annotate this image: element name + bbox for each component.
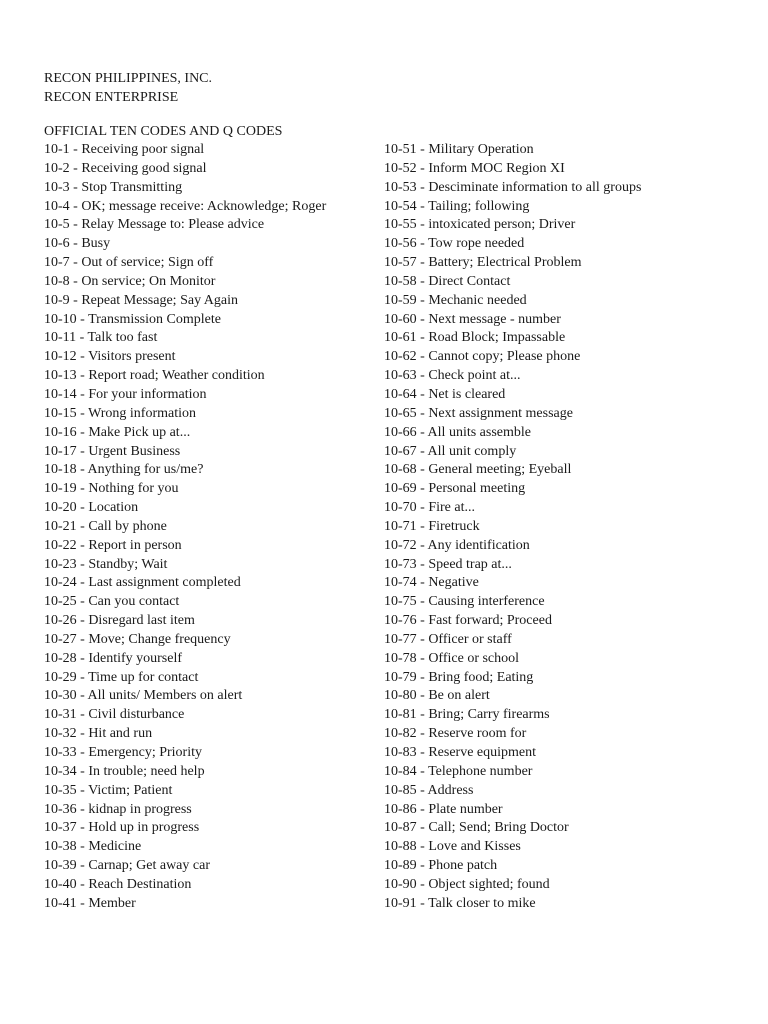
code-item: 10-39 - Carnap; Get away car [44, 858, 210, 874]
code-item: 10-34 - In trouble; need help [44, 763, 205, 779]
code-item: 10-15 - Wrong information [44, 405, 196, 421]
code-item: 10-11 - Talk too fast [44, 330, 158, 346]
code-item: 10-88 - Love and Kisses [384, 839, 521, 855]
code-item: 10-7 - Out of service; Sign off [44, 255, 214, 271]
code-item: 10-72 - Any identification [384, 537, 530, 553]
document-title: OFFICIAL TEN CODES AND Q CODES [44, 124, 283, 139]
codes-column-right [384, 141, 754, 914]
code-item: 10-5 - Relay Message to: Please advice [44, 217, 265, 233]
code-item: 10-63 - Check point at... [384, 368, 521, 384]
code-item: 10-23 - Standby; Wait [44, 556, 168, 572]
code-item: 10-27 - Move; Change frequency [44, 631, 231, 647]
code-item: 10-76 - Fast forward; Proceed [384, 613, 552, 629]
code-item: 10-85 - Address [384, 782, 474, 798]
code-item: 10-36 - kidnap in progress [44, 801, 192, 817]
code-item: 10-24 - Last assignment completed [44, 575, 241, 591]
code-item: 10-90 - Object sighted; found [384, 876, 550, 892]
code-item: 10-9 - Repeat Message; Say Again [44, 292, 239, 308]
code-item: 10-38 - Medicine [44, 839, 142, 855]
code-item: 10-82 - Reserve room for [384, 726, 527, 742]
code-item: 10-10 - Transmission Complete [44, 311, 221, 327]
code-item: 10-3 - Stop Transmitting [44, 179, 183, 195]
code-item: 10-12 - Visitors present [44, 349, 176, 365]
code-item: 10-65 - Next assignment message [384, 405, 573, 421]
code-item: 10-69 - Personal meeting [384, 481, 526, 497]
code-item: 10-31 - Civil disturbance [44, 707, 185, 723]
code-item: 10-32 - Hit and run [44, 726, 153, 742]
code-item: 10-58 - Direct Contact [384, 273, 511, 289]
code-item: 10-80 - Be on alert [384, 688, 490, 704]
code-item: 10-68 - General meeting; Eyeball [384, 462, 572, 478]
code-item: 10-89 - Phone patch [384, 858, 498, 874]
code-item: 10-18 - Anything for us/me? [44, 462, 204, 478]
code-item: 10-17 - Urgent Business [44, 443, 181, 459]
code-item: 10-20 - Location [44, 500, 139, 516]
code-item: 10-30 - All units/ Members on alert [44, 688, 243, 704]
code-item: 10-57 - Battery; Electrical Problem [384, 255, 582, 271]
code-item: 10-52 - Inform MOC Region XI [384, 160, 565, 176]
code-item: 10-70 - Fire at... [384, 500, 475, 516]
code-item: 10-53 - Desciminate information to all groups [384, 179, 642, 195]
code-item: 10-66 - All units assemble [384, 424, 531, 440]
code-item: 10-35 - Victim; Patient [44, 782, 173, 798]
code-item: 10-79 - Bring food; Eating [384, 669, 534, 685]
code-item: 10-25 - Can you contact [44, 594, 180, 610]
code-item: 10-54 - Tailing; following [384, 198, 530, 214]
code-item: 10-14 - For your information [44, 386, 207, 402]
code-item: 10-74 - Negative [384, 575, 479, 591]
code-item: 10-19 - Nothing for you [44, 481, 179, 497]
code-item: 10-8 - On service; On Monitor [44, 273, 216, 289]
code-item: 10-16 - Make Pick up at... [44, 424, 191, 440]
code-item: 10-67 - All unit comply [384, 443, 517, 459]
code-item: 10-4 - OK; message receive: Acknowledge; Roger [44, 198, 327, 214]
code-item: 10-59 - Mechanic needed [384, 292, 527, 308]
code-item: 10-22 - Report in person [44, 537, 182, 553]
code-item: 10-37 - Hold up in progress [44, 820, 200, 836]
code-item: 10-55 - intoxicated person; Driver [384, 217, 576, 233]
codes-column-left [44, 141, 374, 914]
code-item: 10-1 - Receiving poor signal [44, 142, 205, 157]
code-item: 10-26 - Disregard last item [44, 613, 195, 629]
code-item: 10-91 - Talk closer to mike [384, 895, 536, 911]
code-item: 10-33 - Emergency; Priority [44, 745, 202, 760]
code-item: 10-2 - Receiving good signal [44, 160, 207, 176]
code-item: 10-86 - Plate number [384, 801, 503, 817]
code-item: 10-81 - Bring; Carry firearms [384, 707, 550, 723]
code-item: 10-6 - Busy [44, 236, 111, 252]
code-item: 10-56 - Tow rope needed [384, 236, 525, 252]
code-item: 10-62 - Cannot copy; Please phone [384, 349, 581, 365]
code-item: 10-77 - Officer or staff [384, 631, 512, 647]
code-item: 10-28 - Identify yourself [44, 650, 183, 666]
enterprise-name: RECON ENTERPRISE [44, 90, 179, 105]
code-item: 10-78 - Office or school [384, 650, 520, 666]
code-item: 10-73 - Speed trap at... [384, 556, 512, 572]
code-item: 10-41 - Member [44, 895, 136, 911]
code-item: 10-61 - Road Block; Impassable [384, 330, 566, 346]
code-item: 10-40 - Reach Destination [44, 876, 192, 892]
code-item: 10-51 - Military Operation [384, 142, 534, 157]
company-name: RECON PHILIPPINES, INC. [44, 71, 213, 86]
code-item: 10-21 - Call by phone [44, 518, 167, 534]
code-item: 10-71 - Firetruck [384, 518, 480, 534]
code-item: 10-60 - Next message - number [384, 311, 561, 327]
code-item: 10-87 - Call; Send; Bring Doctor [384, 820, 569, 836]
code-item: 10-83 - Reserve equipment [384, 745, 537, 760]
code-item: 10-29 - Time up for contact [44, 669, 199, 685]
code-item: 10-64 - Net is cleared [384, 386, 506, 402]
code-item: 10-84 - Telephone number [384, 763, 533, 779]
code-item: 10-75 - Causing interference [384, 594, 545, 610]
code-item: 10-13 - Report road; Weather condition [44, 368, 265, 384]
